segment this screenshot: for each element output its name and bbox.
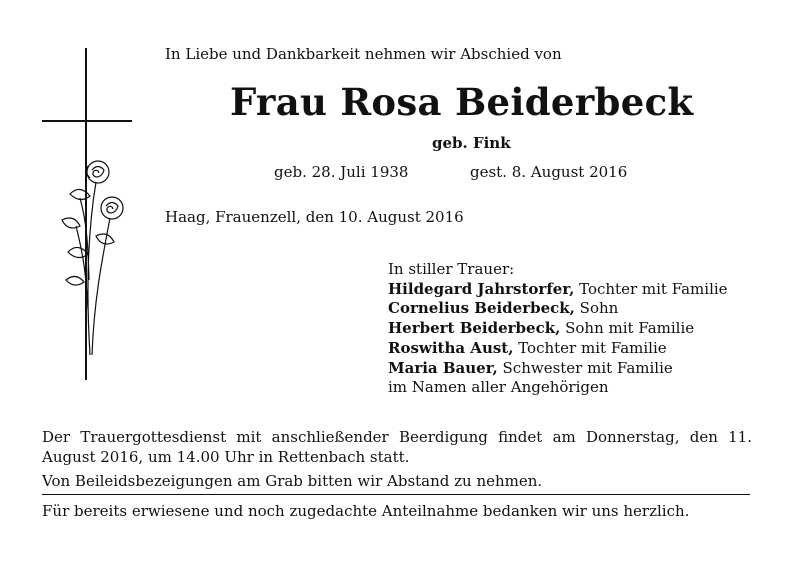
divider bbox=[42, 494, 750, 495]
mourner-row bbox=[388, 319, 728, 339]
mourner-name: Hildegard Jahrstorfer, bbox=[388, 279, 575, 298]
mourners-list bbox=[388, 260, 728, 398]
mourners-heading: In stiller Trauer: bbox=[388, 260, 515, 278]
mourner-relation: Tochter mit Familie bbox=[574, 279, 728, 298]
mourner-relation: Sohn bbox=[574, 299, 619, 318]
mourner-row bbox=[388, 299, 728, 319]
mourner-relation: Tochter mit Familie bbox=[513, 338, 667, 357]
mourner-name: Herbert Beiderbeck, bbox=[388, 319, 561, 338]
mourner-relation: Sohn mit Familie bbox=[560, 319, 695, 338]
intro-text: In Liebe und Dankbarkeit nehmen wir Abschied von bbox=[165, 45, 562, 63]
thanks-text: Für bereits erwiesene und noch zugedachte Anteilnahme bedanken wir uns herzlich. bbox=[42, 502, 690, 520]
birth-name: geb. Fink bbox=[432, 134, 511, 152]
mourner-relation: Schwester mit Familie bbox=[497, 358, 673, 377]
cross-horizontal-bar bbox=[42, 120, 132, 122]
mourner-row bbox=[388, 359, 728, 379]
mourner-name: Maria Bauer, bbox=[388, 358, 498, 377]
mourners-closing: im Namen aller Angehörigen bbox=[388, 378, 609, 397]
condolence-request: Von Beileidsbezeigungen am Grab bitten wir Abstand zu nehmen. bbox=[42, 472, 543, 490]
mourner-name: Roswitha Aust, bbox=[388, 338, 514, 357]
deceased-name: Frau Rosa Beiderbeck bbox=[230, 80, 694, 124]
birth-date: geb. 28. Juli 1938 bbox=[274, 163, 409, 181]
mourner-row bbox=[388, 339, 728, 359]
cross-icon bbox=[42, 48, 132, 380]
place-and-date: Haag, Frauenzell, den 10. August 2016 bbox=[165, 208, 464, 226]
service-announcement: Der Trauergottesdienst mit anschließender Beerdigung findet am Donnerstag, den 11. August 2016, um 14.00 Uhr in Rettenbach statt. bbox=[42, 428, 752, 466]
rose-icon bbox=[52, 160, 124, 355]
mourner-row bbox=[388, 280, 728, 300]
mourner-name: Cornelius Beiderbeck, bbox=[388, 299, 575, 318]
death-date: gest. 8. August 2016 bbox=[470, 163, 628, 181]
